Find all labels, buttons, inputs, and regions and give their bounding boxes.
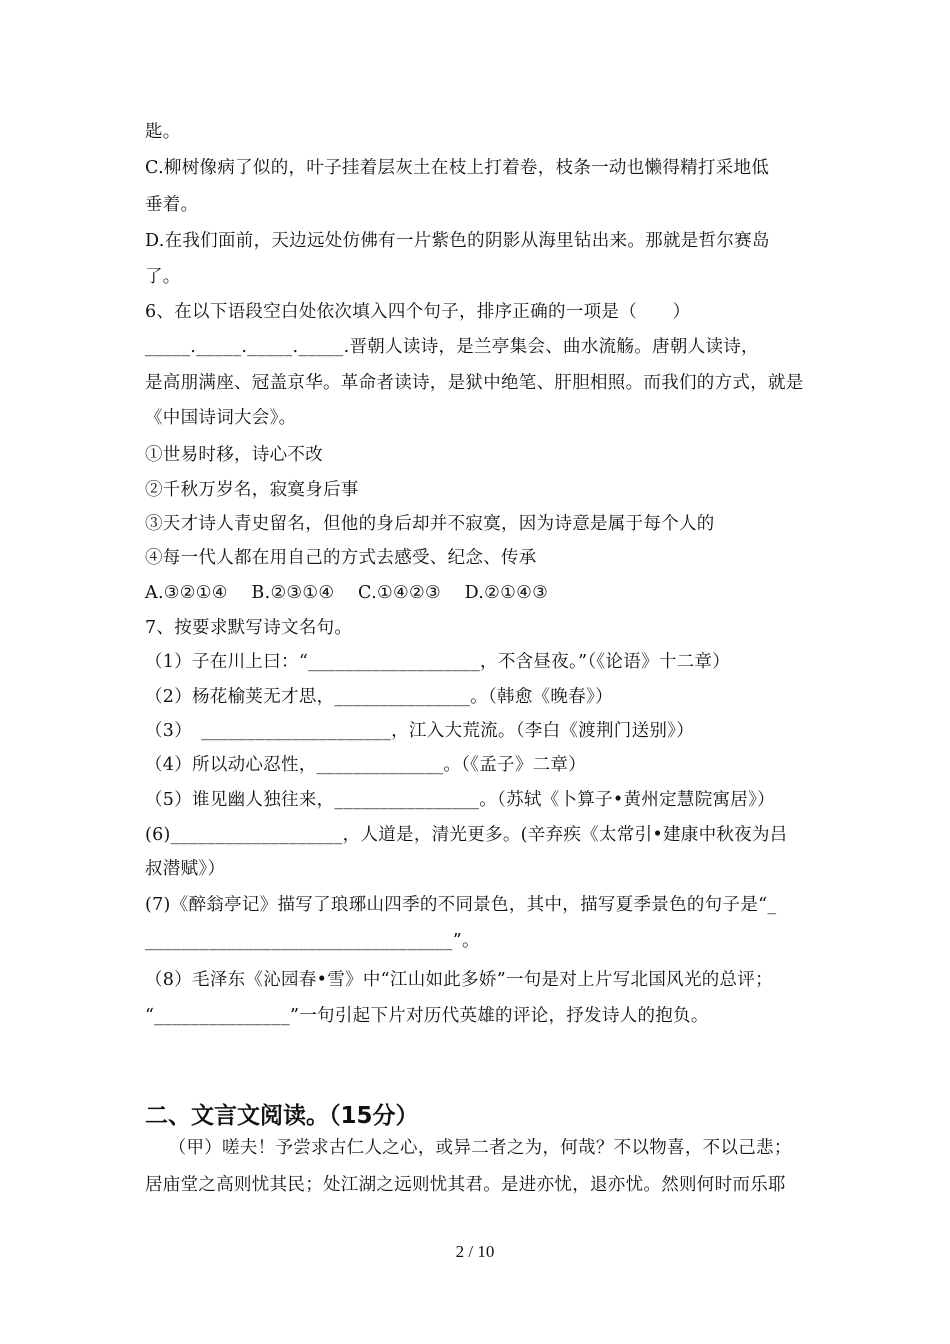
text-line: （2）杨花榆荚无才思，_______________。（韩愈《晚春》） [145,687,613,707]
text-line: 6、在以下语段空白处依次填入四个句子，排序正确的一项是（ ） [145,302,691,322]
text-line: （1）子在川上曰：“___________________，不含昼夜。”（《论语》十二章） [145,652,731,672]
text-line: ④每一代人都在用自己的方式去感受、纪念、传承 [145,548,537,568]
text-line: （3） _____________________，江入大荒流。（李白《渡荆门送别》） [145,721,695,741]
text-line: 《中国诗词大会》。 [145,408,297,428]
text-line: C.柳树像病了似的，叶子挂着层灰土在枝上打着卷，枝条一动也懒得精打采地低 [145,158,770,178]
text-line: ①世易时移，诗心不改 [145,445,323,465]
page-number: 2 / 10 [455,1242,495,1261]
text-line: 7、按要求默写诗文名句。 [145,618,353,638]
text-line: D.在我们面前，天边远处仿佛有一片紫色的阴影从海里钻出来。那就是哲尔赛岛 [145,231,770,251]
text-line: ③天才诗人青史留名，但他的身后却并不寂寞，因为诗意是属于每个人的 [145,514,715,534]
text-line: 了。 [145,267,181,287]
text-line: （甲）嗟夫！予尝求古仁人之心，或异二者之为，何哉？不以物喜，不以己悲； [145,1138,792,1158]
text-line: （5）谁见幽人独往来，________________。（苏轼《卜算子•黄州定慧院寓居》） [145,790,775,810]
text-line: 叔潜赋》） [145,859,226,879]
section-heading: 二、文言文阅读。（15分） [145,1103,419,1129]
text-line: (6)___________________，人道是，清光更多。(辛弃疾《太常引•建康中秋夜为吕 [145,825,788,845]
text-line: _____._____._____._____.晋朝人读诗，是兰亭集会、曲水流觞。唐朝人读诗， [145,337,759,357]
text-line: 匙。 [145,122,181,142]
text-line: A.③②①④ B.②③①④ C.①④②③ D.②①④③ [145,583,549,603]
text-line: ②千秋万岁名，寂寞身后事 [145,480,359,500]
text-line: __________________________________”。 [145,931,480,951]
text-line: (7)《醉翁亭记》描写了琅琊山四季的不同景色，其中，描写夏季景色的句子是“_ [145,895,777,915]
text-line: “_______________”一句引起下片对历代英雄的评论，抒发诗人的抱负。 [145,1006,709,1026]
text-line: （4）所以动心忍性，______________。（《孟子》二章） [145,755,587,775]
text-line: 垂着。 [145,195,199,215]
text-line: 是高朋满座、冠盖京华。革命者读诗，是狱中绝笔、肝胆相照。而我们的方式，就是 [145,373,804,393]
text-line: 居庙堂之高则忧其民；处江湖之远则忧其君。是进亦忧，退亦忧。然则何时而乐耶 [145,1175,786,1195]
text-line: （8）毛泽东《沁园春•雪》中“江山如此多娇”一句是对上片写北国风光的总评； [145,970,773,990]
